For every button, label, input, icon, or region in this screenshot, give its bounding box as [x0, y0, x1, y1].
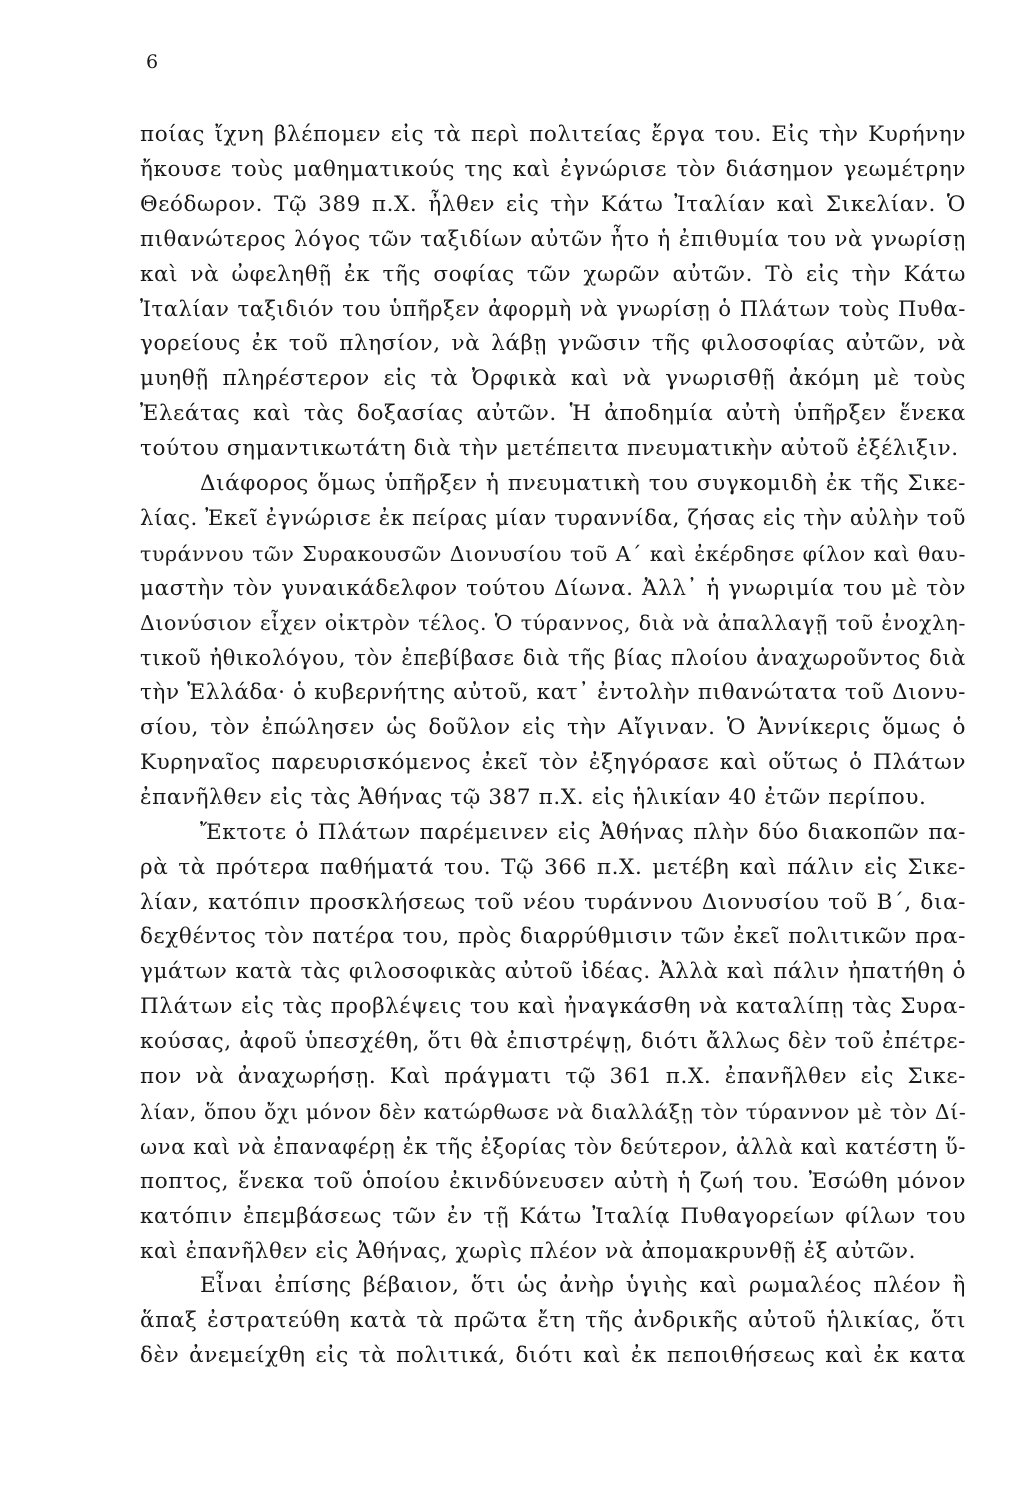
- text-line: γορείους ἐκ τοῦ πλησίον, νὰ λάβῃ γνῶσιν τῆς φιλοσοφίας αὐτῶν, νὰ: [140, 331, 966, 357]
- text-line: πιθανώτερος λόγος τῶν ταξιδίων αὐτῶν ἦτο ἡ ἐπιθυμία του νὰ γνωρίσῃ: [140, 226, 966, 252]
- page-number: 6: [146, 51, 159, 73]
- text-line: ἐπανῆλθεν εἰς τὰς Ἀθήνας τῷ 387 π.Χ. εἰς ἡλικίαν 40 ἐτῶν περίπου.: [140, 784, 927, 810]
- text-line: γμάτων κατὰ τὰς φιλοσοφικὰς αὐτοῦ ἰδέας. Ἀλλὰ καὶ πάλιν ἠπατήθη ὁ: [140, 959, 966, 985]
- text-line: Θεόδωρον. Τῷ 389 π.Χ. ἦλθεν εἰς τὴν Κάτω Ἰταλίαν καὶ Σικελίαν. Ὁ: [140, 191, 966, 217]
- text-line: τούτου σημαντικωτάτη διὰ τὴν μετέπειτα πνευματικὴν αὐτοῦ ἐξέλιξιν.: [140, 436, 959, 462]
- text-line: Ἐλεάτας καὶ τὰς δοξασίας αὐτῶν. Ἡ ἀποδημία αὐτὴ ὑπῆρξεν ἕνεκα: [140, 401, 966, 427]
- text-line: τὴν Ἑλλάδα· ὁ κυβερνήτης αὐτοῦ, κατ᾽ ἐντολὴν πιθανώτατα τοῦ Διονυ-: [140, 680, 966, 706]
- text-line: καὶ ἐπανῆλθεν εἰς Ἀθήνας, χωρὶς πλέον νὰ ἀπομακρυνθῇ ἐξ αὐτῶν.: [140, 1238, 917, 1264]
- body-text: [140, 118, 966, 1374]
- text-line: λίας. Ἐκεῖ ἐγνώρισε ἐκ πείρας μίαν τυραννίδα, ζήσας εἰς τὴν αὐλὴν τοῦ: [140, 505, 966, 531]
- text-line: τυράννου τῶν Συρακουσῶν Διονυσίου τοῦ Α΄ καὶ ἐκέρδησε φίλον καὶ θαυ-: [140, 541, 966, 566]
- text-line: μαστὴν τὸν γυναικάδελφον τούτου Δίωνα. Ἀλλ᾽ ἡ γνωριμία του μὲ τὸν: [140, 575, 966, 601]
- text-line: δὲν ἀνεμείχθη εἰς τὰ πολιτικά, διότι καὶ ἐκ πεποιθήσεως καὶ ἐκ κατα: [140, 1343, 966, 1369]
- text-line: ωνα καὶ νὰ ἐπαναφέρῃ ἐκ τῆς ἐξορίας τὸν δεύτερον, ἀλλὰ καὶ κατέστη ὕ-: [140, 1134, 967, 1159]
- text-line: δεχθέντος τὸν πατέρα του, πρὸς διαρρύθμισιν τῶν ἐκεῖ πολιτικῶν πρα-: [140, 924, 966, 950]
- text-line: πον νὰ ἀναχωρήσῃ. Καὶ πράγματι τῷ 361 π.Χ. ἐπανῆλθεν εἰς Σικε-: [140, 1064, 966, 1090]
- text-line: λίαν, ὅπου ὄχι μόνον δὲν κατώρθωσε νὰ διαλλάξῃ τὸν τύραννον μὲ τὸν Δί-: [140, 1099, 967, 1124]
- text-line: Εἶναι ἐπίσης βέβαιον, ὅτι ὡς ἀνὴρ ὑγιὴς καὶ ρωμαλέος πλέον ἢ: [200, 1273, 966, 1299]
- text-line: ποίας ἴχνη βλέπομεν εἰς τὰ περὶ πολιτείας ἔργα του. Εἰς τὴν Κυρήνην: [140, 122, 966, 147]
- text-line: κούσας, ἀφοῦ ὑπεσχέθη, ὅτι θὰ ἐπιστρέψῃ, διότι ἄλλως δὲν τοῦ ἐπέτρε-: [140, 1029, 966, 1055]
- text-line: κατόπιν ἐπεμβάσεως τῶν ἐν τῇ Κάτω Ἰταλίᾳ Πυθαγορείων φίλων του: [140, 1203, 966, 1229]
- text-line: καὶ νὰ ὠφεληθῇ ἐκ τῆς σοφίας τῶν χωρῶν αὐτῶν. Τὸ εἰς τὴν Κάτω: [140, 261, 966, 287]
- text-line: Πλάτων εἰς τὰς προβλέψεις του καὶ ἠναγκάσθη νὰ καταλίπῃ τὰς Συρα-: [140, 994, 966, 1020]
- text-line: μυηθῇ πληρέστερον εἰς τὰ Ὀρφικὰ καὶ νὰ γνωρισθῇ ἀκόμη μὲ τοὺς: [140, 366, 966, 392]
- text-line: ποπτος, ἕνεκα τοῦ ὁποίου ἐκινδύνευσεν αὐτὴ ἡ ζωή του. Ἐσώθη μόνον: [140, 1168, 966, 1194]
- text-line: ἤκουσε τοὺς μαθηματικούς της καὶ ἐγνώρισε τὸν διάσημον γεωμέτρην: [140, 156, 966, 182]
- text-line: ἅπαξ ἐστρατεύθη κατὰ τὰ πρῶτα ἔτη τῆς ἀνδρικῆς αὐτοῦ ἡλικίας, ὅτι: [140, 1308, 966, 1334]
- text-line: ρὰ τὰ πρότερα παθήματά του. Τῷ 366 π.Χ. μετέβη καὶ πάλιν εἰς Σικε-: [140, 854, 966, 880]
- text-line: τικοῦ ἠθικολόγου, τὸν ἐπεβίβασε διὰ τῆς βίας πλοίου ἀναχωροῦντος διὰ: [140, 646, 966, 671]
- text-line: σίου, τὸν ἐπώλησεν ὡς δοῦλον εἰς τὴν Αἴγιναν. Ὁ Ἀννίκερις ὅμως ὁ: [140, 715, 966, 741]
- text-line: λίαν, κατόπιν προσκλήσεως τοῦ νέου τυράννου Διονυσίου τοῦ Β΄, δια-: [140, 889, 966, 915]
- text-line: Κυρηναῖος παρευρισκόμενος ἐκεῖ τὸν ἐξηγόρασε καὶ οὕτως ὁ Πλάτων: [140, 750, 966, 776]
- text-line: Ἔκτοτε ὁ Πλάτων παρέμεινεν εἰς Ἀθήνας πλὴν δύο διακοπῶν πα-: [200, 819, 966, 845]
- text-line: Διάφορος ὅμως ὑπῆρξεν ἡ πνευματικὴ του συγκομιδὴ ἐκ τῆς Σικε-: [200, 470, 966, 496]
- text-line: Ἰταλίαν ταξιδιόν του ὑπῆρξεν ἀφορμὴ νὰ γνωρίσῃ ὁ Πλάτων τοὺς Πυθα-: [140, 297, 966, 322]
- text-line: Διονύσιον εἶχεν οἰκτρὸν τέλος. Ὁ τύραννος, διὰ νὰ ἀπαλλαγῇ τοῦ ἐνοχλη-: [140, 611, 966, 636]
